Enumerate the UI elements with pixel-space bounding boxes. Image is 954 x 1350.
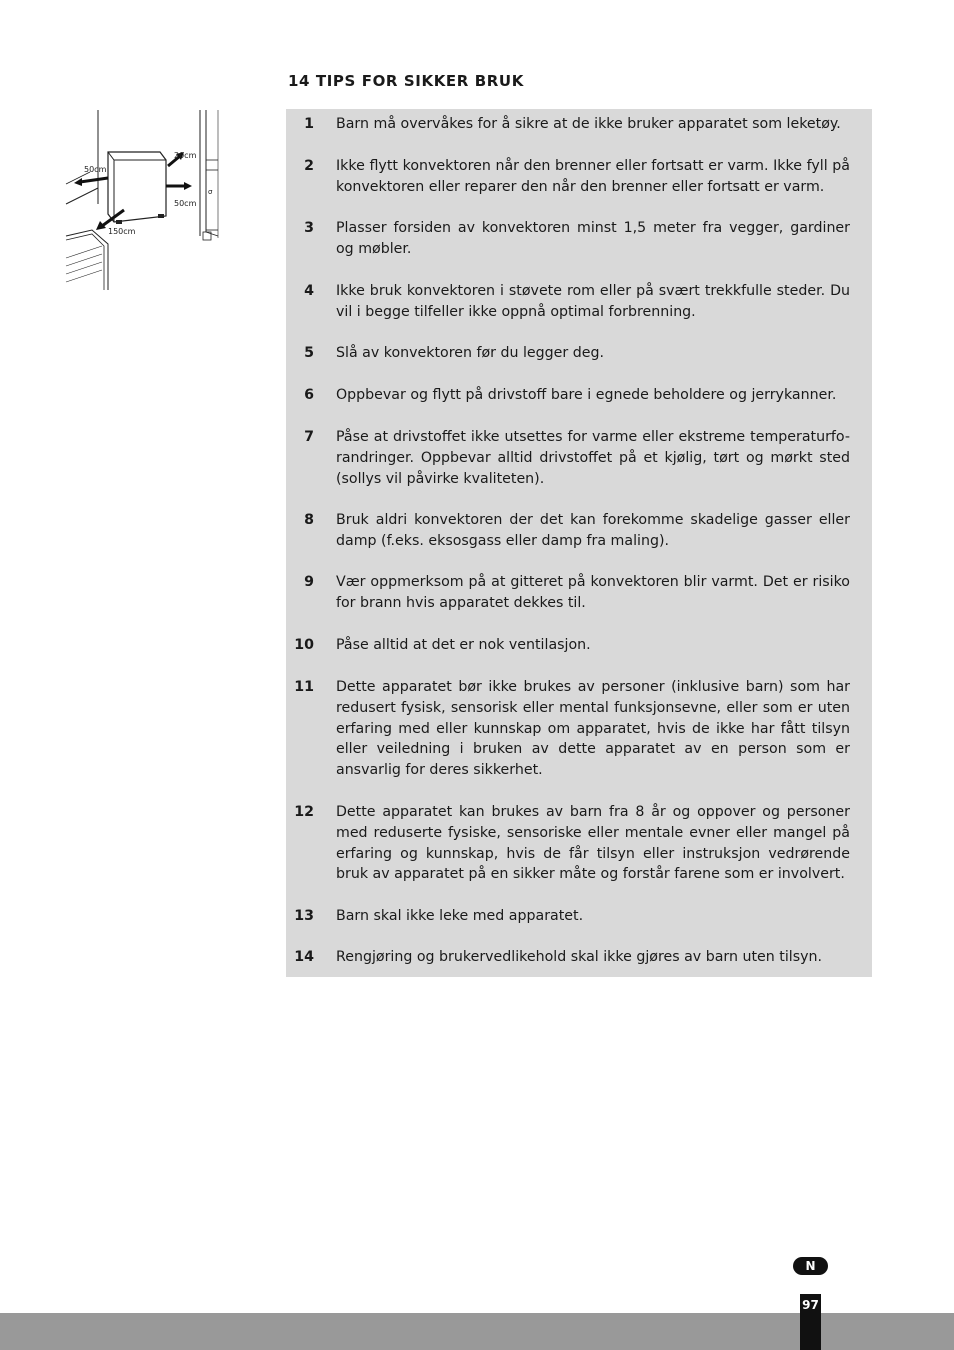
tip-number: 6 (304, 387, 314, 403)
tip-item-6 (286, 385, 872, 406)
tip-item-14 (286, 947, 872, 968)
tip-number: 11 (294, 679, 314, 695)
svg-text:σ: σ (208, 188, 213, 196)
tip-number: 7 (304, 429, 314, 445)
tip-number: 5 (304, 345, 314, 361)
page-number: 97 (802, 1298, 819, 1312)
tip-text: Dette apparatet bør ikke brukes av personer (inklusive barn) som har redusert fysisk, sensorisk eller mental funksjonsevne, eller som er uten erfaring med eller kunnskap om apparatet, hvis de ikke har fått tilsyn eller veiledning i bruken av dette apparatet av en person som er ansvarlig for deres sikkerhet. (336, 679, 850, 779)
tip-item-3 (286, 218, 872, 260)
tip-item-1 (286, 114, 872, 135)
tip-text: Ikke flytt konvektoren når den brenner eller fortsatt er varm. Ikke fyll på konvektoren eller reparer den når den brenner eller fortsatt er varm. (336, 158, 850, 195)
tip-text: Plasser forsiden av konvektoren minst 1,5 meter fra vegger, gardiner og møbler. (336, 220, 850, 257)
tip-text: Påse alltid at det er nok ventilasjon. (336, 637, 591, 653)
tip-number: 2 (304, 158, 314, 174)
clearance-illustration (62, 108, 222, 294)
tip-text: Barn må overvåkes for å sikre at de ikke bruker apparatet som leketøy. (336, 116, 841, 132)
tip-text: Ikke bruk konvektoren i støvete rom eller på svært trekkfulle steder. Du vil i begge tilfeller ikke oppnå optimal forbrenning. (336, 283, 850, 320)
tip-item-4 (286, 281, 872, 323)
heater-clearance-diagram (62, 108, 222, 294)
tip-number: 4 (304, 283, 314, 299)
tip-text: Bruk aldri konvektoren der det kan forekomme skadelige gasser eller damp (f.eks. eksosgass eller damp fra maling). (336, 512, 850, 549)
tip-number: 12 (294, 804, 314, 820)
tip-item-8 (286, 510, 872, 552)
front-clearance-label: 150cm (108, 227, 136, 236)
right-clearance-label: 50cm (174, 199, 197, 208)
tip-text: Slå av konvektoren før du legger deg. (336, 345, 604, 361)
tip-text: Vær oppmerksom på at gitteret på konvektoren blir varmt. Det er risiko for brann hvis apparatet dekkes til. (336, 574, 850, 611)
top-clearance-label: 20cm (174, 151, 197, 160)
tip-number: 1 (304, 116, 314, 132)
tip-text: Rengjøring og brukervedlikehold skal ikke gjøres av barn uten tilsyn. (336, 949, 823, 965)
tip-number: 8 (304, 512, 314, 528)
section-title: 14 TIPS FOR SIKKER BRUK (288, 72, 524, 90)
tip-number: 13 (294, 908, 314, 924)
tip-item-10 (286, 635, 872, 656)
left-clearance-label: 50cm (84, 165, 107, 174)
tip-text: Oppbevar og flytt på drivstoff bare i egnede beholdere og jerrykanner. (336, 387, 837, 403)
tip-item-13 (286, 906, 872, 927)
tip-item-2 (286, 156, 872, 198)
tip-item-9 (286, 572, 872, 614)
tip-text: Påse at drivstoffet ikke utsettes for varme eller ekstreme temperaturfo-randringer. Oppbevar alltid drivstoffet på et kjølig, tørt og mørkt sted (sollys vil påvirke kvaliteten). (336, 429, 850, 487)
tip-item-11 (286, 677, 872, 781)
tip-item-7 (286, 427, 872, 489)
tip-number: 10 (294, 637, 314, 653)
tip-text: Dette apparatet kan brukes av barn fra 8 år og oppover og personer med reduserte fysiske, sensoriske eller mentale evner eller mangel på erfaring og kunnskap, hvis de får tilsyn eller instruksjon vedrørende bruk av apparatet på en sikker måte og forstår farene som er involvert. (336, 804, 850, 883)
tip-number: 9 (304, 574, 314, 590)
tip-item-12 (286, 802, 872, 885)
tip-number: 14 (294, 949, 314, 965)
tip-number: 3 (304, 220, 314, 236)
tip-text: Barn skal ikke leke med apparatet. (336, 908, 584, 924)
safety-tips-list (286, 109, 872, 977)
tip-item-5 (286, 343, 872, 364)
language-badge: N (793, 1257, 828, 1275)
